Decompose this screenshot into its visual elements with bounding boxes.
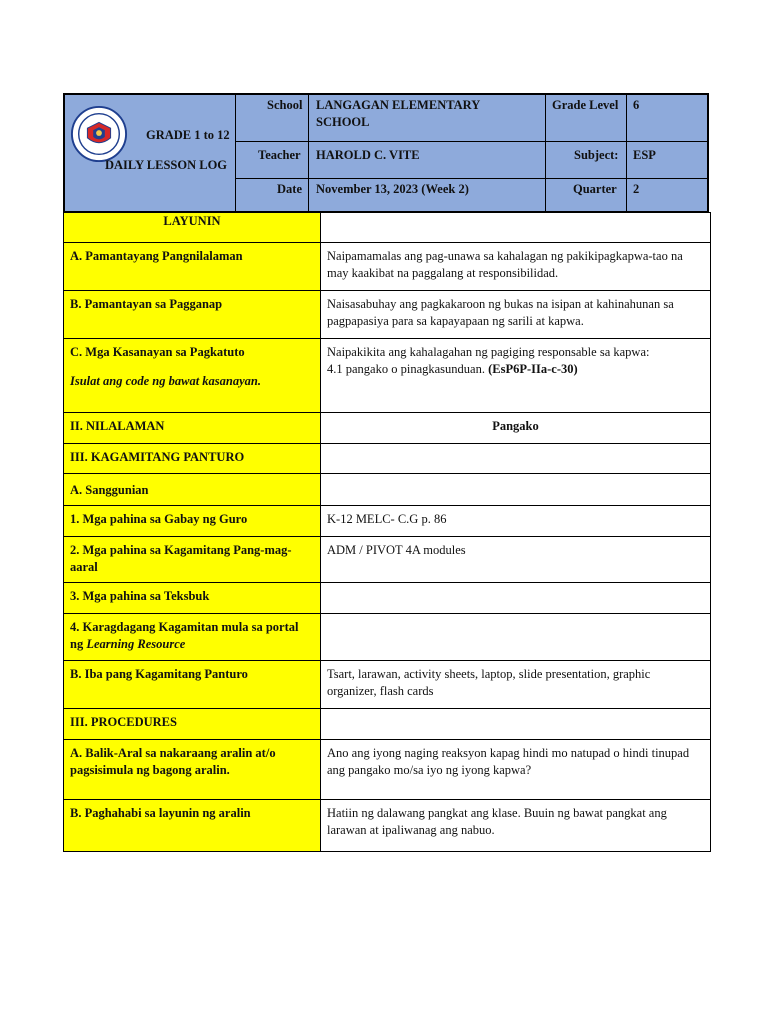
table-row bbox=[64, 740, 711, 800]
kasanayan-label: C. Mga Kasanayan sa Pagkatuto Isulat ang code ng bawat kasanayan. bbox=[64, 339, 321, 413]
sanggunian-label: A. Sanggunian bbox=[64, 474, 321, 506]
table-row bbox=[64, 291, 711, 339]
grade-range: GRADE 1 to 12 bbox=[146, 128, 230, 142]
paghahabi-value: Hatiin ng dalawang pangkat ang klase. Buuin ng bawat pangkat ang larawan at ipaliwanag ang nabuo. bbox=[321, 800, 711, 852]
pamantayan-pagganap-value: Naisasabuhay ang pagkakaroon ng bukas na isipan at kahinahunan sa pagpapasiya para sa kapayapaan ng sarili at kapwa. bbox=[321, 291, 711, 339]
table-row bbox=[64, 800, 711, 852]
gabay-guro-value: K-12 MELC- C.G p. 86 bbox=[321, 506, 711, 537]
table-row bbox=[64, 614, 711, 661]
date-value: November 13, 2023 (Week 2) bbox=[316, 182, 469, 196]
balik-aral-label: A. Balik-Aral sa nakaraang aralin at/o pagsisimula ng bagong aralin. bbox=[64, 740, 321, 800]
deped-seal-icon bbox=[70, 105, 128, 163]
table-row bbox=[64, 474, 711, 506]
school-label: School bbox=[267, 98, 303, 112]
teksbuk-value bbox=[321, 583, 711, 614]
karagdagang-label: 4. Karagdagang Kagamitan mula sa portal ng Learning Resource bbox=[64, 614, 321, 661]
header-block bbox=[63, 93, 709, 213]
table-row bbox=[64, 339, 711, 413]
kasanayan-note: Isulat ang code ng bawat kasanayan. bbox=[70, 374, 262, 388]
table-row bbox=[64, 537, 711, 583]
table-row bbox=[64, 213, 711, 243]
table-row bbox=[64, 661, 711, 709]
table-row bbox=[64, 444, 711, 474]
table-row bbox=[64, 583, 711, 614]
table-row bbox=[64, 709, 711, 740]
table-row bbox=[64, 413, 711, 444]
iba-pang-label: B. Iba pang Kagamitang Panturo bbox=[64, 661, 321, 709]
paghahabi-label: B. Paghahabi sa layunin ng aralin bbox=[64, 800, 321, 852]
kagamitang-mag-aaral-value: ADM / PIVOT 4A modules bbox=[321, 537, 711, 583]
procedures-label: III. PROCEDURES bbox=[64, 709, 321, 740]
subject-value: ESP bbox=[633, 148, 656, 162]
table-row bbox=[64, 506, 711, 537]
iba-pang-value: Tsart, larawan, activity sheets, laptop, slide presentation, graphic organizer, flash cards bbox=[321, 661, 711, 709]
lesson-log-table bbox=[63, 212, 711, 852]
layunin-label: LAYUNIN bbox=[64, 213, 321, 243]
teacher-label: Teacher bbox=[258, 148, 301, 162]
kasanayan-value: Naipakikita ang kahalagahan ng pagiging responsable sa kapwa: 4.1 pangako o pinagkasunduan. (EsP6P-IIa-c-30) bbox=[321, 339, 711, 413]
subject-label: Subject: bbox=[574, 148, 619, 162]
kagamitang-panturo-label: III. KAGAMITANG PANTURO bbox=[64, 444, 321, 474]
kagamitang-mag-aaral-label: 2. Mga pahina sa Kagamitang Pang-mag- aaral bbox=[64, 537, 321, 583]
procedures-value bbox=[321, 709, 711, 740]
daily-lesson-log-title: DAILY LESSON LOG bbox=[105, 158, 228, 172]
nilalaman-value: Pangako bbox=[321, 413, 711, 444]
pamantayan-pagganap-label: B. Pamantayan sa Pagganap bbox=[64, 291, 321, 339]
karagdagang-value bbox=[321, 614, 711, 661]
kagamitang-panturo-value bbox=[321, 444, 711, 474]
grade-level-value: 6 bbox=[633, 98, 640, 112]
grade-level-label: Grade Level bbox=[552, 98, 619, 112]
school-value-line2: SCHOOL bbox=[316, 115, 370, 129]
competency-code: (EsP6P-IIa-c-30) bbox=[488, 362, 578, 376]
pamantayang-pangnilalaman-label: A. Pamantayang Pangnilalaman bbox=[64, 243, 321, 291]
date-label: Date bbox=[277, 182, 302, 196]
pamantayang-pangnilalaman-value: Naipamamalas ang pag-unawa sa kahalagan ng pakikipagkapwa-tao na may kaakibat na paggalang at responsibilidad. bbox=[321, 243, 711, 291]
teksbuk-label: 3. Mga pahina sa Teksbuk bbox=[64, 583, 321, 614]
school-value-line1: LANGAGAN ELEMENTARY bbox=[316, 98, 481, 112]
nilalaman-label: II. NILALAMAN bbox=[64, 413, 321, 444]
table-row bbox=[64, 243, 711, 291]
gabay-guro-label: 1. Mga pahina sa Gabay ng Guro bbox=[64, 506, 321, 537]
quarter-value: 2 bbox=[633, 182, 640, 196]
balik-aral-value: Ano ang iyong naging reaksyon kapag hindi mo natupad o hindi tinupad ang pangako mo/sa iyo ng iyong kapwa? bbox=[321, 740, 711, 800]
layunin-value bbox=[321, 213, 711, 243]
sanggunian-value bbox=[321, 474, 711, 506]
teacher-value: HAROLD C. VITE bbox=[316, 148, 420, 162]
quarter-label: Quarter bbox=[573, 182, 617, 196]
